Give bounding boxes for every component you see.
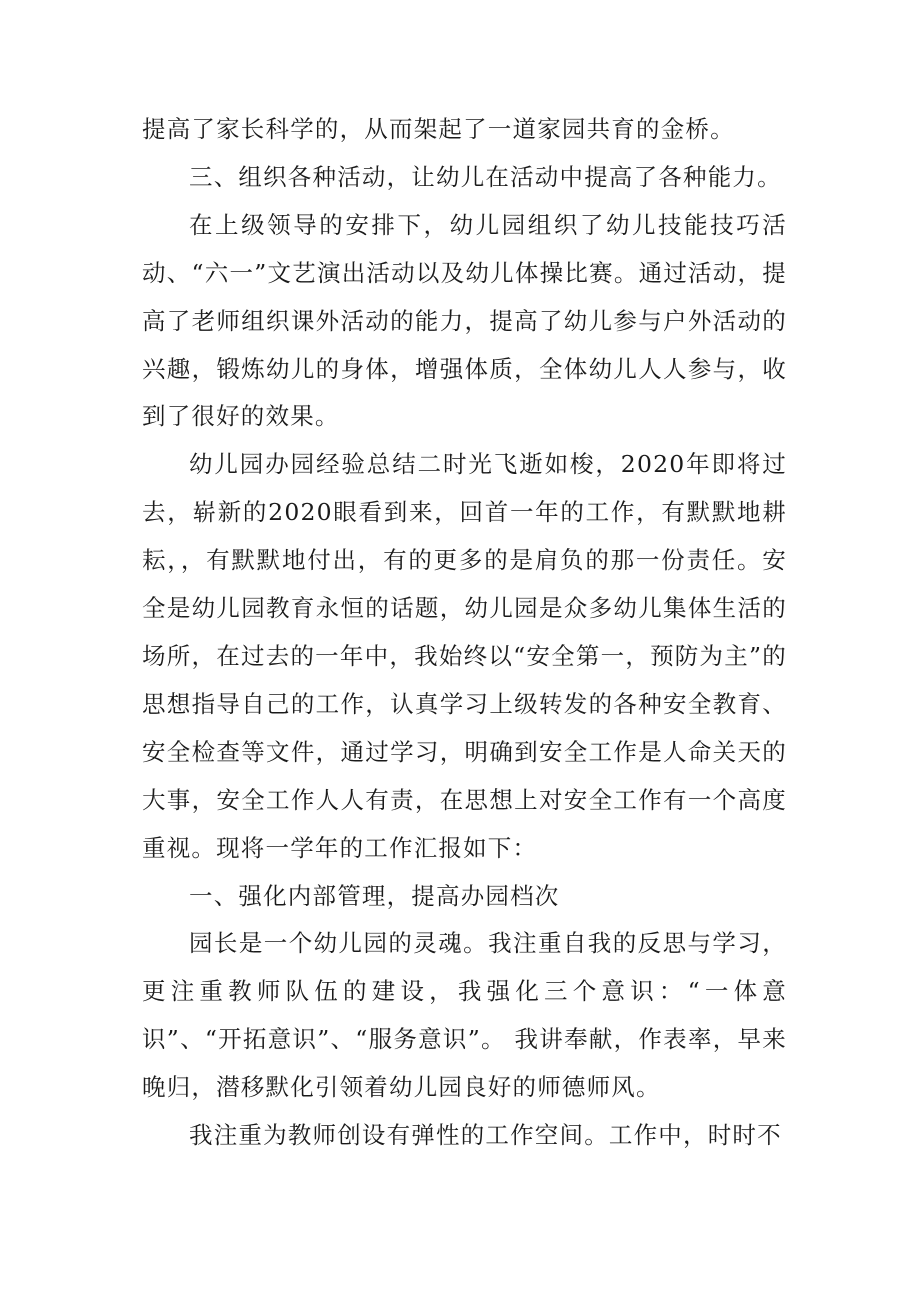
document-body [142, 106, 787, 1160]
paragraph-5: 一、强化内部管理，提高办园档次 [189, 881, 560, 910]
paragraph-7: 我注重为教师创设有弹性的工作空间。工作中，时时不 [189, 1121, 782, 1150]
paragraph-1: 提高了家长科学的，从而架起了一道家园共育的金桥。 [142, 115, 735, 143]
paragraph-3: 在上级领导的安排下，幼儿园组织了幼儿技能技巧活动、“六一”文艺演出活动以及幼儿体操比赛。通过活动，提高了老师组织课外活动的能力，提高了幼儿参与户外活动的兴趣，锻炼幼儿的身体，增强体质，全体幼儿人人参与，收到了很好的效果。 [142, 210, 787, 431]
paragraph-2: 三、组织各种活动，让幼儿在活动中提高了各种能力。 [189, 162, 782, 191]
paragraph-6: 园长是一个幼儿园的灵魂。我注重自我的反思与学习，更注重教师队伍的建设，我强化三个意识：“一体意识”、“开拓意识”、“服务意识”。 我讲奉献，作表率，早来晚归，潜移默化引领着幼儿园良好的师德师风。 [142, 929, 787, 1102]
paragraph-4: 幼儿园办园经验总结二时光飞逝如梭，2020年即将过去，崭新的2020眼看到来，回首一年的工作，有默默地耕耘，，有默默地付出，有的更多的是肩负的那一份责任。安全是幼儿园教育永恒的话题，幼儿园是众多幼儿集体生活的场所，在过去的一年中，我始终以“安全第一，预防为主”的思想指导自己的工作，认真学习上级转发的各种安全教育、安全检查等文件，通过学习，明确到安全工作是人命关天的大事，安全工作人人有责，在思想上对安全工作有一个高度重视。现将一学年的工作汇报如下： [142, 450, 787, 862]
